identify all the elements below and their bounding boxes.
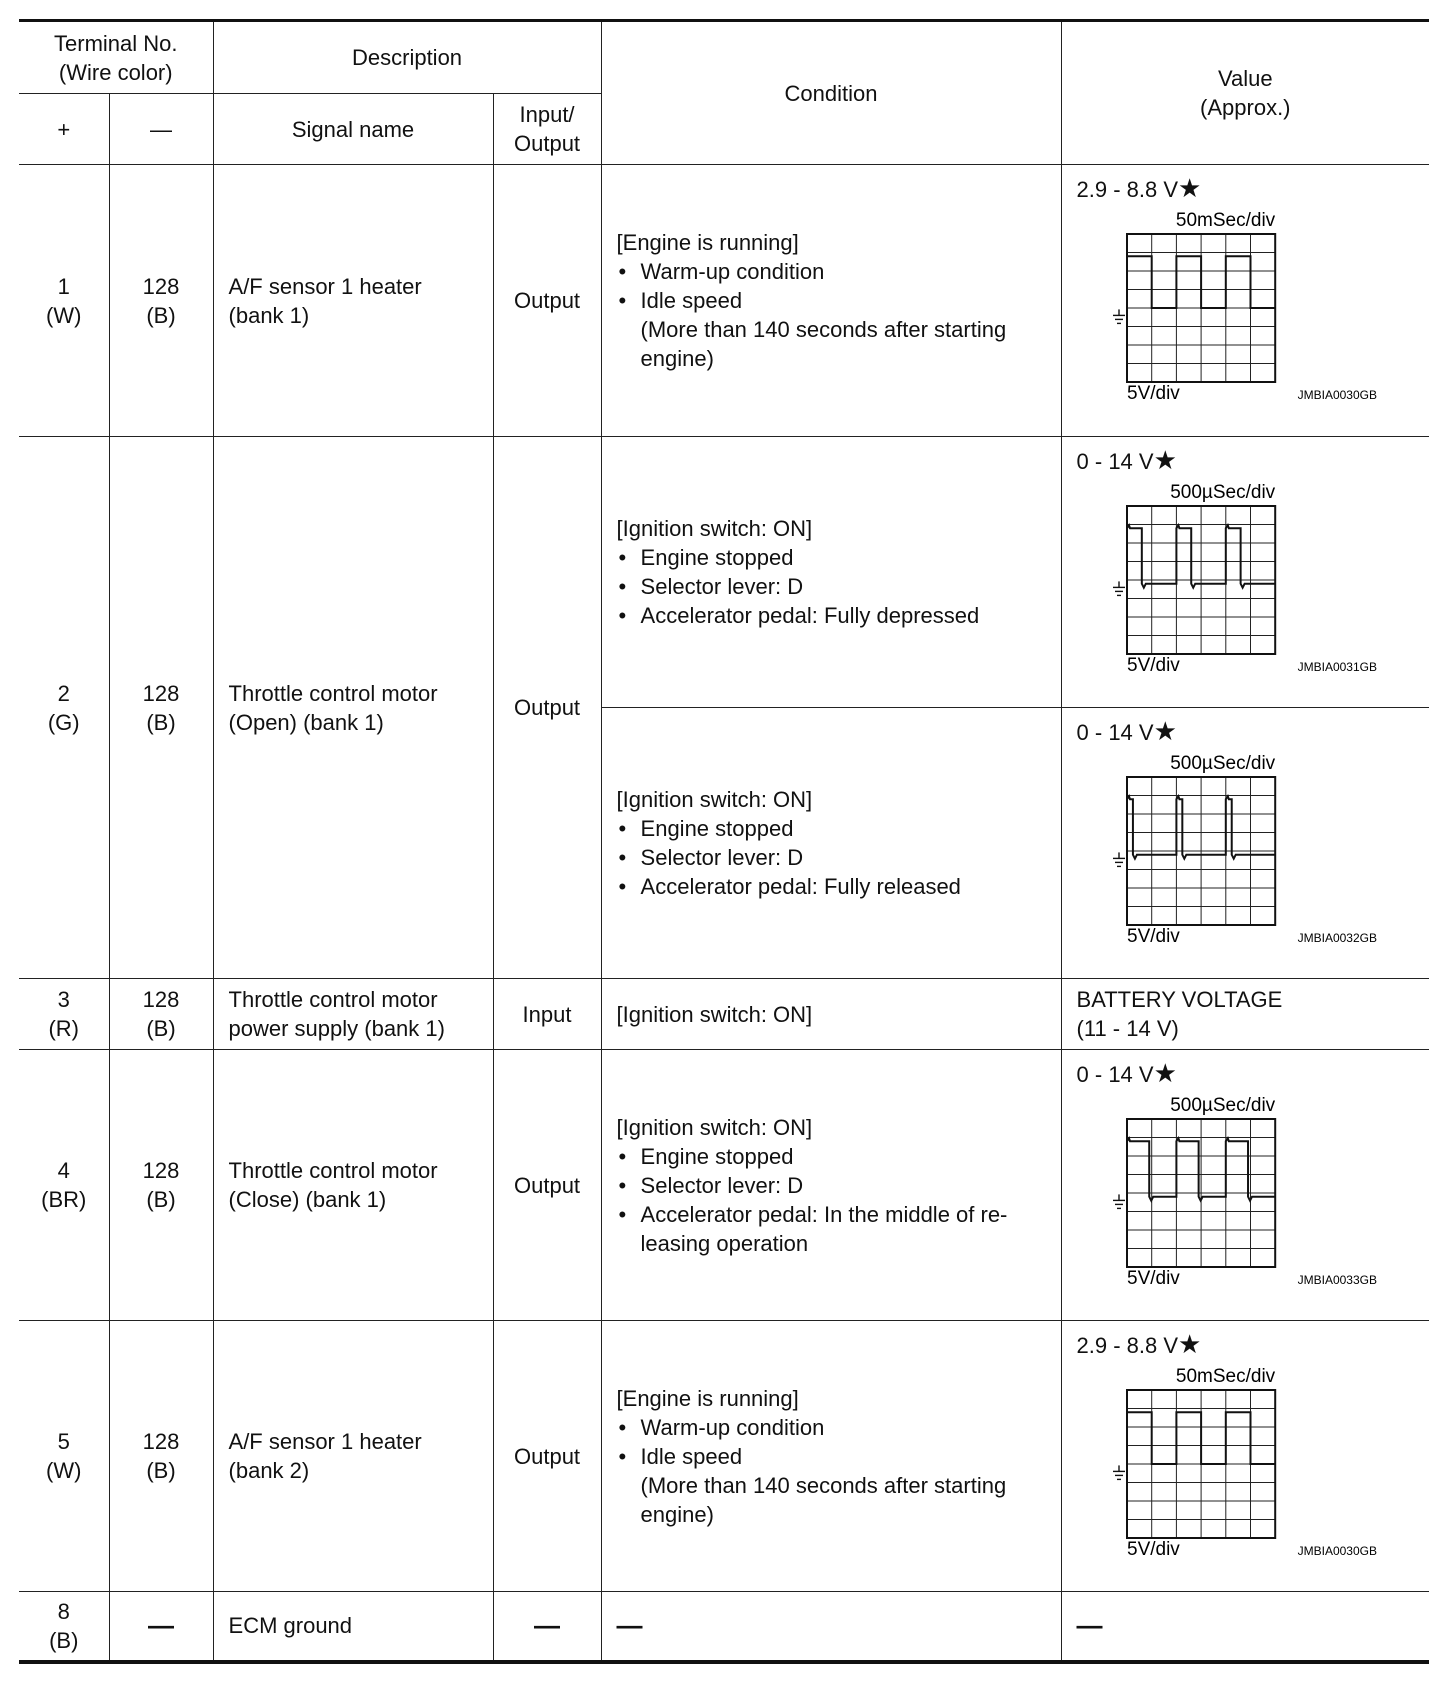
- header-approx-label: (Approx.): [1200, 95, 1291, 120]
- terminal-number: 4: [57, 1158, 70, 1183]
- ground-terminal-number: 128: [142, 1158, 180, 1183]
- value-text: [1077, 1331, 1422, 1360]
- value-cell: [1061, 708, 1429, 979]
- ground-wire-color: (B): [146, 709, 176, 735]
- header-row-1: [19, 21, 1429, 94]
- condition-lead: [Engine is running]: [616, 230, 799, 255]
- ground-wire-color: (B): [146, 302, 176, 328]
- wire-color: (W): [46, 302, 82, 328]
- io-cell: Output: [493, 437, 601, 979]
- signal-name-cell: [213, 979, 493, 1050]
- terminal-number: 2: [57, 680, 70, 706]
- figure-id-label: JMBIA0030GB: [1297, 388, 1377, 402]
- table-row: [19, 979, 1429, 1050]
- wire-color: (BR): [41, 1187, 87, 1212]
- figure-id-label: JMBIA0033GB: [1297, 1273, 1377, 1287]
- condition-item: • Accelerator pedal: Fully depressed: [617, 601, 1049, 630]
- figure-id-label: JMBIA0031GB: [1297, 660, 1377, 674]
- condition-list: [617, 1413, 1049, 1471]
- star-icon: ★: [1153, 716, 1177, 746]
- io-cell: Output: [493, 165, 601, 437]
- waveform-trace: [1127, 256, 1275, 308]
- value-text: [1077, 1060, 1422, 1089]
- condition-cell: [601, 165, 1061, 437]
- value-cell: —: [1061, 1592, 1429, 1662]
- wire-color: (R): [48, 1016, 80, 1041]
- terminal-table-page: [19, 19, 1429, 1664]
- time-div-label: 500µSec/div: [1169, 482, 1275, 503]
- terminal-number: 8: [57, 1598, 70, 1624]
- io-cell: Output: [493, 1050, 601, 1321]
- value-text: [1077, 175, 1422, 204]
- oscilloscope-waveform: [1077, 749, 1387, 954]
- condition-item: • Engine stopped: [617, 543, 1049, 572]
- figure-id-label: JMBIA0032GB: [1297, 931, 1377, 945]
- ground-terminal-number: 128: [142, 1429, 180, 1454]
- header-input-output: [493, 94, 601, 165]
- signal-name-line1: A/F sensor 1 heater: [228, 1429, 422, 1454]
- condition-note-line1: (More than 140 seconds after starting: [640, 1472, 1007, 1498]
- volt-div-label: 5V/div: [1126, 383, 1180, 404]
- table-row: [19, 1592, 1429, 1662]
- ecm-terminal-table: [19, 19, 1429, 1664]
- value-text: [1077, 718, 1422, 747]
- header-signal-name: Signal name: [213, 94, 493, 165]
- value-cell: [1061, 437, 1429, 708]
- header-plus: +: [19, 94, 109, 165]
- star-icon: ★: [1153, 1058, 1177, 1088]
- signal-name-line2: (Close) (bank 1): [228, 1187, 387, 1212]
- condition-item: • Warm-up condition: [617, 1413, 1049, 1442]
- condition-note-line1: leasing operation: [640, 1230, 809, 1256]
- signal-name-cell: [213, 165, 493, 437]
- signal-name-line2: (Open) (bank 1): [228, 709, 384, 735]
- star-icon: ★: [1153, 445, 1177, 475]
- value-text: [1077, 447, 1422, 476]
- time-div-label: 50mSec/div: [1175, 210, 1275, 231]
- signal-name-line2: (bank 2): [228, 1458, 310, 1483]
- scope-grid: [1127, 777, 1275, 925]
- header-terminal-label: Terminal No.: [54, 30, 178, 56]
- value-line1: BATTERY VOLTAGE: [1076, 987, 1283, 1012]
- condition-lead: [Ignition switch: ON]: [616, 516, 813, 541]
- volt-div-label: 5V/div: [1126, 1268, 1180, 1289]
- io-cell: Output: [493, 1321, 601, 1592]
- condition-cell: [601, 437, 1061, 708]
- header-value: [1061, 21, 1429, 165]
- signal-name-line2: (bank 1): [228, 302, 310, 328]
- condition-note-line2: engine): [640, 1501, 714, 1527]
- value-range: 2.9 - 8.8 V: [1076, 177, 1179, 202]
- condition-item: • Selector lever: D: [617, 572, 1049, 601]
- oscilloscope-waveform: [1077, 478, 1387, 683]
- condition-item: • Selector lever: D: [617, 1171, 1049, 1200]
- ground-wire-color: (B): [146, 1187, 176, 1212]
- ground-terminal-number: 128: [142, 987, 180, 1012]
- value-range: 0 - 14 V: [1076, 720, 1154, 745]
- header-output-label: Output: [514, 131, 581, 156]
- condition-cell: [601, 708, 1061, 979]
- header-condition: Condition: [601, 21, 1061, 165]
- condition-note-line1: (More than 140 seconds after starting: [640, 317, 1007, 342]
- signal-name-cell: [213, 437, 493, 979]
- io-cell: —: [493, 1592, 601, 1662]
- condition-item: • Idle speed: [617, 286, 1049, 315]
- signal-name-line1: Throttle control motor: [228, 680, 438, 706]
- star-icon: ★: [1178, 1329, 1202, 1359]
- header-minus: —: [109, 94, 213, 165]
- volt-div-label: 5V/div: [1126, 655, 1180, 676]
- value-range: 2.9 - 8.8 V: [1076, 1333, 1179, 1358]
- signal-name-cell: [213, 1050, 493, 1321]
- oscilloscope-waveform: [1077, 206, 1387, 411]
- terminal-minus-cell: [109, 437, 213, 979]
- condition-item: • Engine stopped: [617, 814, 1049, 843]
- terminal-minus-cell: [109, 1321, 213, 1592]
- value-cell: [1061, 165, 1429, 437]
- table-row: [19, 165, 1429, 437]
- signal-name-cell: [213, 1321, 493, 1592]
- time-div-label: 500µSec/div: [1169, 753, 1275, 774]
- condition-lead: [Ignition switch: ON]: [616, 1114, 813, 1140]
- oscilloscope-waveform: [1077, 1091, 1387, 1296]
- terminal-minus-cell: [109, 1050, 213, 1321]
- signal-name-line1: A/F sensor 1 heater: [228, 273, 422, 299]
- oscilloscope-waveform: [1077, 1362, 1387, 1567]
- terminal-minus-cell: —: [109, 1592, 213, 1662]
- terminal-plus-cell: [19, 1050, 109, 1321]
- condition-item: • Accelerator pedal: In the middle of re-: [617, 1200, 1049, 1229]
- time-div-label: 50mSec/div: [1175, 1366, 1275, 1387]
- ground-terminal-number: 128: [142, 680, 180, 706]
- table-row: [19, 1050, 1429, 1321]
- terminal-plus-cell: [19, 1592, 109, 1662]
- ground-marker-icon: [1113, 309, 1125, 323]
- header-terminal: [19, 21, 213, 94]
- volt-div-label: 5V/div: [1126, 1539, 1180, 1560]
- signal-name-cell: ECM ground: [213, 1592, 493, 1662]
- condition-item: • Warm-up condition: [617, 257, 1049, 286]
- table-row: [19, 437, 1429, 708]
- signal-name-line1: Throttle control motor: [228, 1158, 438, 1183]
- terminal-minus-cell: [109, 979, 213, 1050]
- value-range: 0 - 14 V: [1076, 449, 1154, 474]
- waveform-trace: [1127, 1412, 1275, 1464]
- value-line2: (11 - 14 V): [1076, 1016, 1179, 1041]
- terminal-plus-cell: [19, 1321, 109, 1592]
- terminal-plus-cell: [19, 165, 109, 437]
- condition-item: • Idle speed: [617, 1442, 1049, 1471]
- condition-cell: [601, 1050, 1061, 1321]
- ground-marker-icon: [1113, 581, 1125, 595]
- star-icon: ★: [1178, 173, 1202, 203]
- condition-lead: [Ignition switch: ON]: [616, 787, 813, 812]
- header-input-label: Input/: [519, 102, 575, 127]
- terminal-minus-cell: [109, 165, 213, 437]
- header-description: Description: [213, 21, 601, 94]
- header-value-label: Value: [1217, 66, 1273, 91]
- time-div-label: 500µSec/div: [1169, 1095, 1275, 1116]
- figure-id-label: JMBIA0030GB: [1297, 1544, 1377, 1558]
- condition-list: [617, 543, 1049, 630]
- condition-lead: [Engine is running]: [616, 1385, 799, 1411]
- condition-cell: —: [601, 1592, 1061, 1662]
- ground-terminal-number: 128: [142, 273, 180, 299]
- ground-marker-icon: [1113, 1194, 1125, 1208]
- wire-color: (G): [47, 709, 80, 735]
- ground-marker-icon: [1113, 1465, 1125, 1479]
- header-wire-color-label: (Wire color): [58, 59, 173, 85]
- value-range: 0 - 14 V: [1076, 1062, 1154, 1087]
- condition-cell: [601, 979, 1061, 1050]
- table-row: [19, 1321, 1429, 1592]
- signal-name-line2: power supply (bank 1): [228, 1016, 445, 1041]
- condition-list: [617, 814, 1049, 901]
- wire-color: (W): [46, 1458, 82, 1483]
- terminal-plus-cell: [19, 979, 109, 1050]
- terminal-number: 1: [57, 273, 70, 299]
- volt-div-label: 5V/div: [1126, 926, 1180, 947]
- terminal-number: 3: [57, 987, 70, 1012]
- value-cell: [1061, 1321, 1429, 1592]
- terminal-number: 5: [57, 1429, 70, 1454]
- condition-lead: [Ignition switch: ON]: [616, 1001, 813, 1027]
- io-cell: Input: [493, 979, 601, 1050]
- terminal-plus-cell: [19, 437, 109, 979]
- wire-color: (B): [49, 1627, 79, 1653]
- value-cell: [1061, 1050, 1429, 1321]
- condition-item: • Engine stopped: [617, 1142, 1049, 1171]
- value-cell: [1061, 979, 1429, 1050]
- ground-marker-icon: [1113, 852, 1125, 866]
- condition-list: [617, 1142, 1049, 1229]
- scope-grid: [1127, 506, 1275, 654]
- condition-item: • Selector lever: D: [617, 843, 1049, 872]
- signal-name-line1: Throttle control motor: [228, 987, 438, 1012]
- condition-item: • Accelerator pedal: Fully released: [617, 872, 1049, 901]
- condition-list: [617, 257, 1049, 315]
- ground-wire-color: (B): [146, 1458, 176, 1483]
- condition-note-line2: engine): [640, 346, 714, 371]
- ground-wire-color: (B): [146, 1016, 176, 1041]
- condition-cell: [601, 1321, 1061, 1592]
